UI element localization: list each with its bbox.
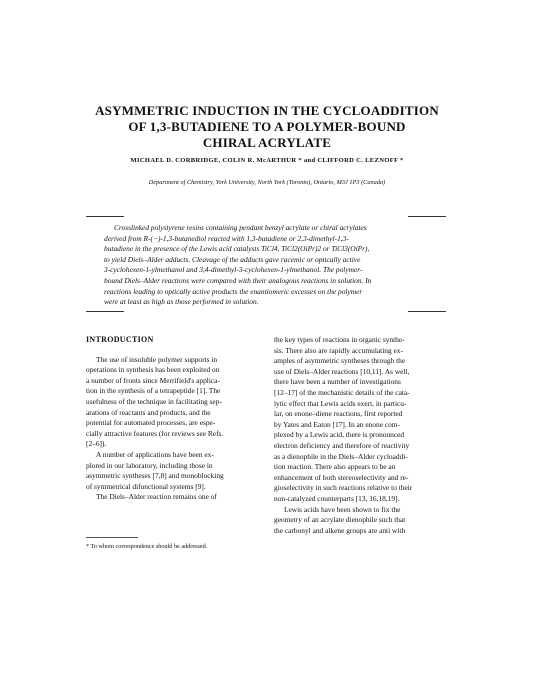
abstract-line: derived from R-(−)-1,3-butanediol reacted with 1,3-butadiene or 2,3-dimethyl-1,3-: [104, 233, 349, 243]
abstract-line: bound Diels–Alder reactions were compared with their analogous reactions in solution. In: [104, 275, 372, 285]
title-line-1: ASYMMETRIC INDUCTION IN THE CYCLOADDITION: [95, 103, 439, 118]
paragraph-line: The Diels–Alder reaction remains one of: [96, 492, 217, 502]
abstract-line: reactions leading to optically active products the enantiomeric excesses on the polymer: [104, 286, 363, 296]
abstract-line: were at least as high as those performed in solution.: [104, 297, 259, 307]
abstract-bottom-rule-right: [408, 311, 446, 312]
abstract-bottom-rule: [86, 311, 124, 312]
abstract: [104, 223, 426, 308]
paragraph-line: electron deficiency and therefore of reactivity: [274, 440, 410, 450]
paragraph-line: the key types of reactions in organic synthe-: [274, 335, 405, 344]
paragraph-line: cially attractive features (for reviews see Refs.: [86, 428, 224, 438]
paper-title: [70, 103, 464, 151]
paragraph-line: usefulness of the technique in facilitating sep-: [86, 396, 222, 406]
paragraph-line: lytic effect that Lewis acids exert, in particu-: [274, 398, 407, 408]
paragraph-line: by Yates and Eaton [17]. In an enone com-: [274, 419, 401, 429]
paragraph-line: [12–17] of the mechanistic details of the cata-: [274, 387, 410, 397]
paragraph-line: as a dienophile in the Diels–Alder cycloaddi-: [274, 451, 408, 461]
abstract-top-rule-right: [408, 216, 446, 217]
footnote-rule: [86, 537, 138, 538]
paragraph-line: potential for automated processes, are espe-: [86, 418, 216, 428]
paragraph-line: The use of insoluble polymer supports in: [96, 354, 218, 364]
paragraph-line: amples of asymmetric syntheses through the: [274, 356, 406, 366]
paragraph-line: plored in our laboratory, including those in: [86, 460, 213, 470]
authors: MICHAEL D. CORBRIDGE, COLIN R. McARTHUR * and CLIFFORD C. LEZNOFF *: [130, 157, 404, 164]
abstract-line: Crosslinked polystyrene resins containing pendant benzyl acrylate or chiral acrylates: [114, 223, 367, 232]
affiliation: Department of Chemistry, York University, North York (Toronto), Ontario, M3J 1P3 (Canada): [148, 179, 386, 186]
paragraph-line: a number of fronts since Merrifield's applica-: [86, 375, 220, 385]
section-heading: INTRODUCTION: [86, 335, 154, 344]
paragraph-line: [2–6]).: [86, 439, 107, 449]
paragraph-line: enhancement of both stereoselectivity and re-: [274, 472, 409, 482]
title-line-2: OF 1,3-BUTADIENE TO A POLYMER-BOUND: [128, 119, 406, 134]
paragraph-line: geometry of an acrylate dienophile such that: [274, 515, 406, 525]
paragraph-line: sis. There also are rapidly accumulating ex-: [274, 345, 403, 355]
paragraph-line: Lewis acids have been shown to fix the: [284, 504, 401, 514]
paragraph-line: lar, on enone–diene reactions, first reported: [274, 409, 403, 419]
right-column: [274, 335, 446, 536]
paragraph-line: gioselectivity in such reactions relative to their: [274, 483, 413, 493]
abstract-line: butadiene in the presence of the Lewis acid catalysts TiCl4, TiCl2(OiPr)2 or TiCl3(OiPr),: [104, 244, 370, 254]
paragraph-line: there have been a number of investigations: [274, 377, 401, 387]
footnote: * To whom correspondence should be addressed.: [86, 543, 208, 550]
left-column: [86, 335, 254, 503]
paragraph-line: of symmetrical difunctional systems [9].: [86, 481, 206, 491]
paragraph-line: use of Diels–Alder reactions [10,11]. As well,: [274, 366, 410, 376]
title-line-3: CHIRAL ACRYLATE: [202, 135, 332, 150]
abstract-top-rule: [86, 216, 124, 217]
paragraph-line: tion reaction. There also appears to be an: [274, 462, 396, 472]
paragraph-line: operations in synthesis has been exploited on: [86, 365, 220, 375]
paragraph-line: the carbonyl and alkene groups are anti with: [274, 525, 406, 535]
paragraph-line: tion in the synthesis of a tetrapeptide [1]. The: [86, 386, 221, 396]
abstract-line: to yield Diels–Alder adducts. Cleavage of the adducts gave racemic or optically active: [104, 254, 361, 264]
paragraph-line: plexed by a Lewis acid, there is pronounced: [274, 430, 405, 440]
paragraph-line: asymmetric syntheses [7,8] and monoblocking: [86, 471, 224, 481]
paragraph-line: non-catalyzed counterparts [13, 16,18,19].: [274, 493, 400, 503]
paragraph-line: A number of applications have been ex-: [96, 449, 214, 459]
abstract-line: 3-cyclohexen-1-ylmethanol and 3,4-dimethyl-3-cyclohexen-1-ylmethanol. The polymer-: [104, 265, 363, 275]
paragraph-line: arations of reactants and products, and the: [86, 407, 211, 417]
